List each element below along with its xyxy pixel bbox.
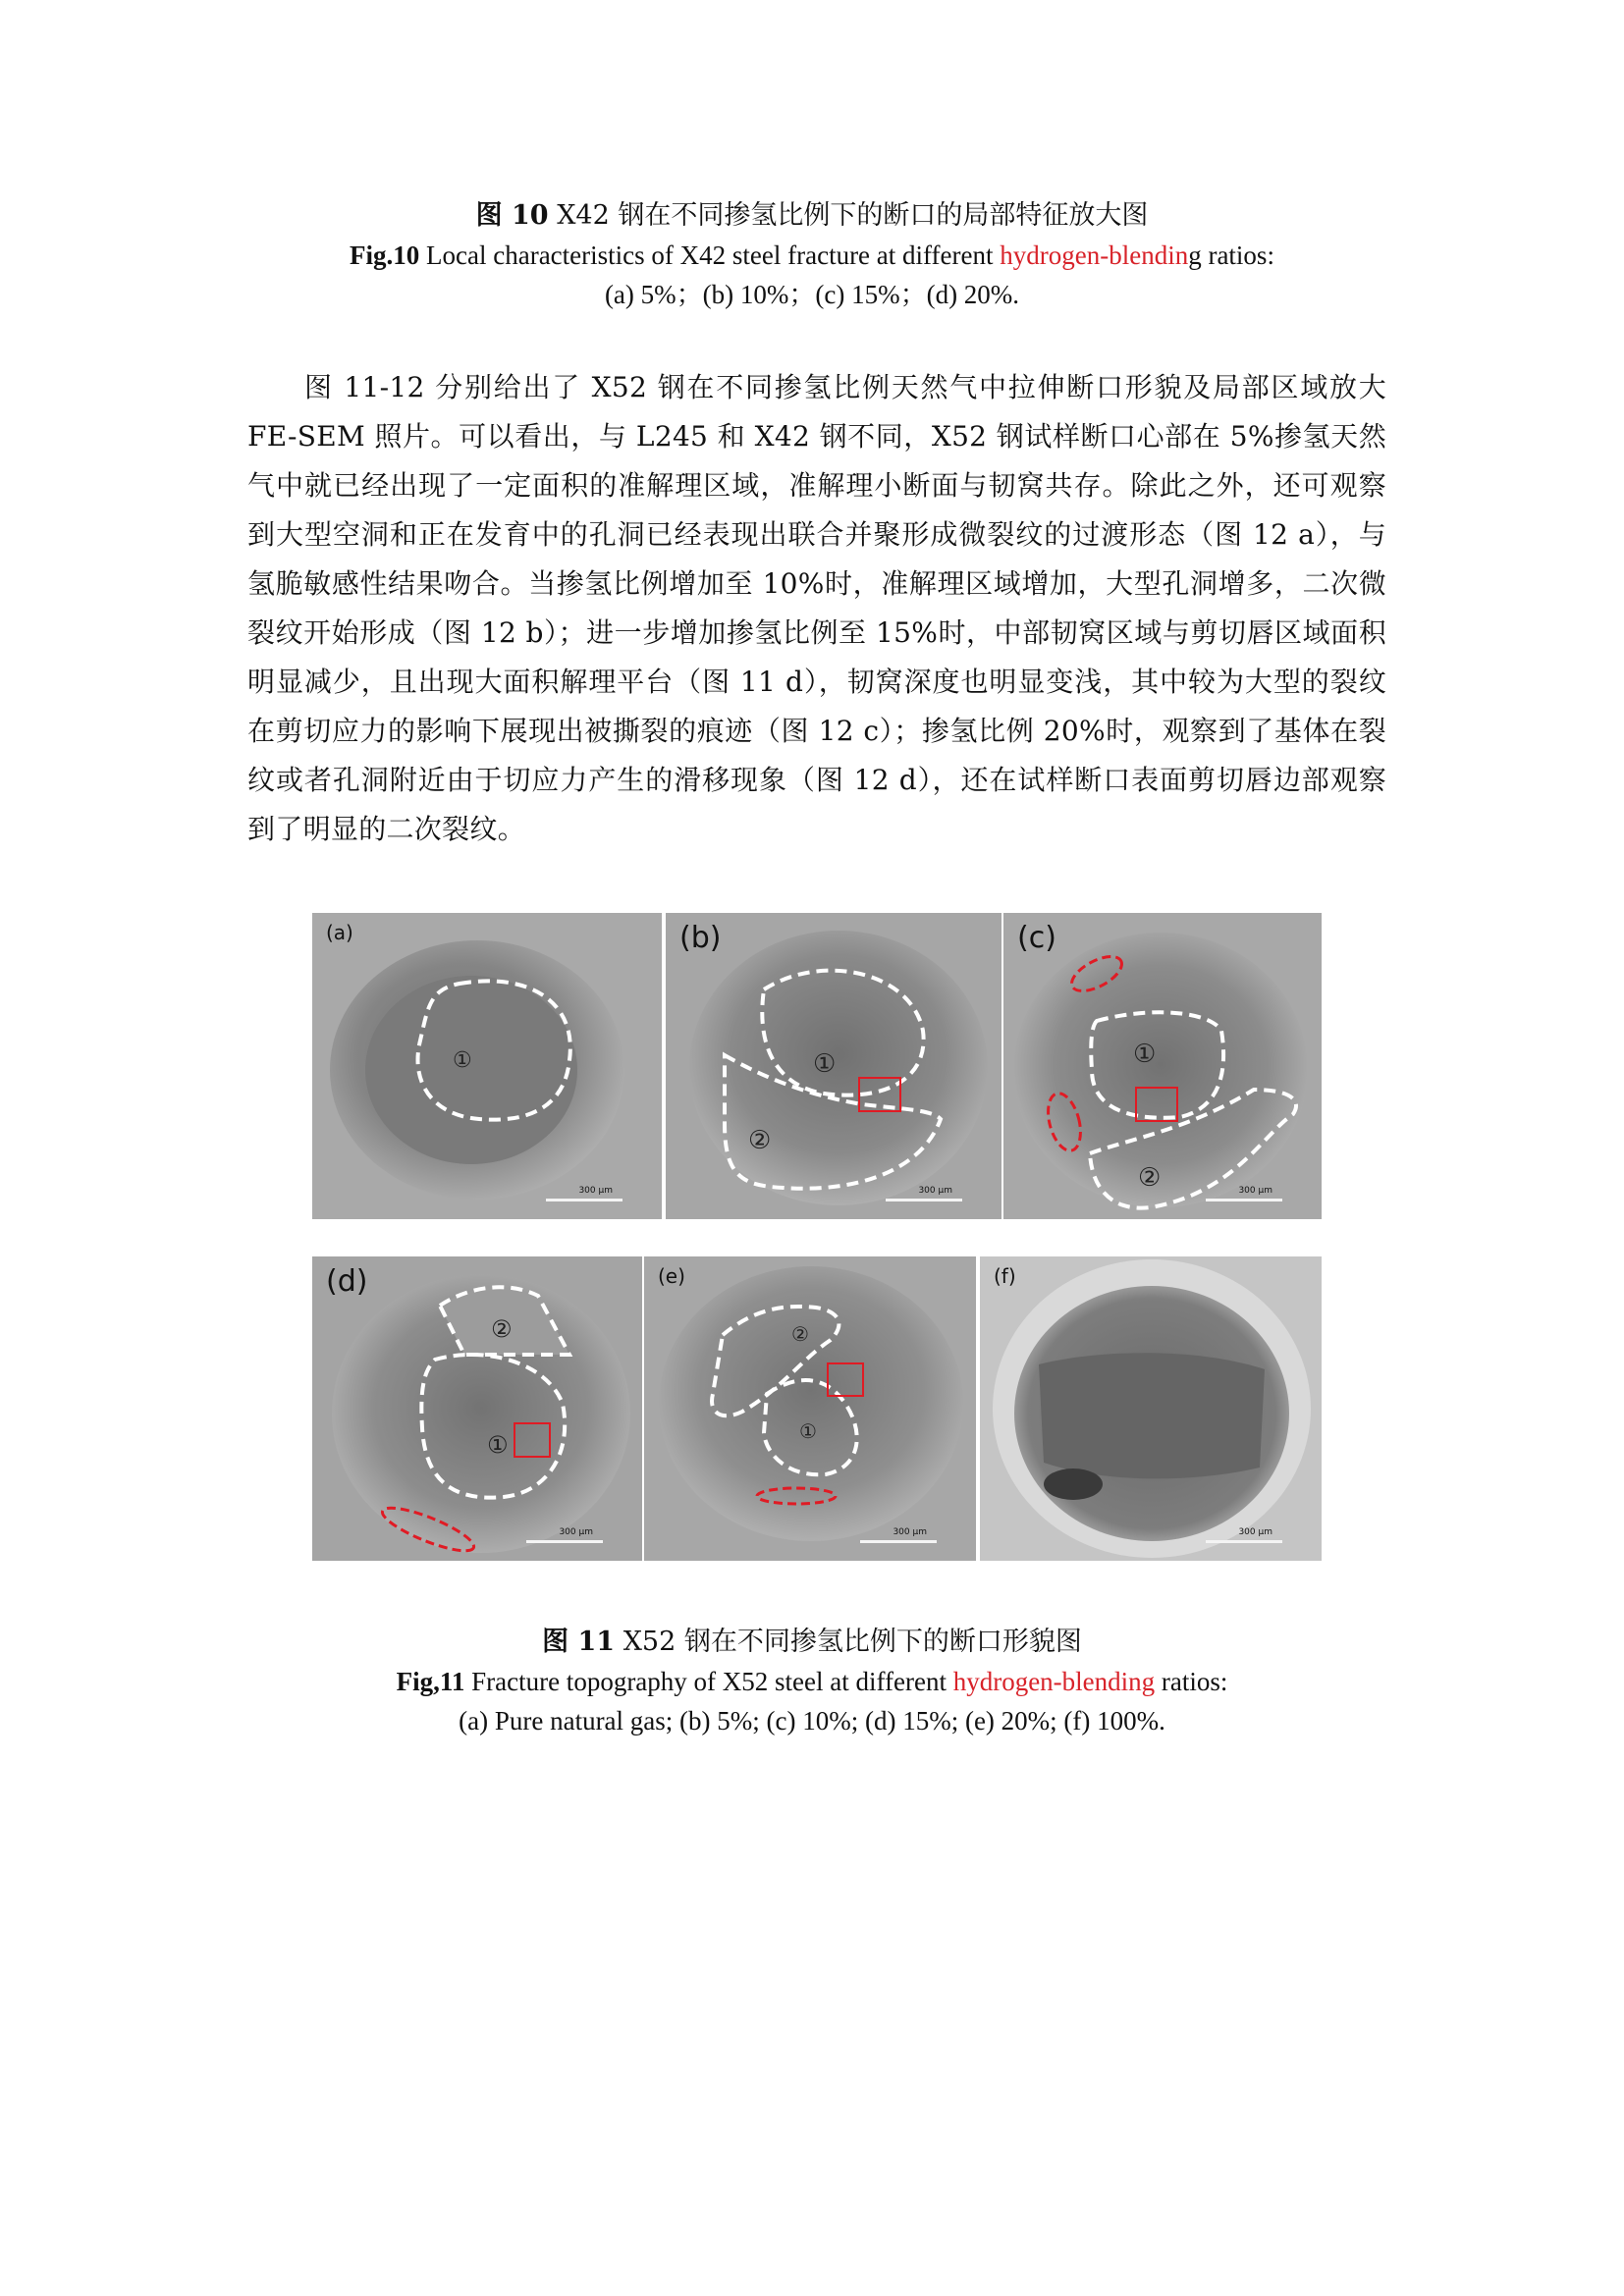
fig11-title-en-red: hydrogen-blending xyxy=(952,1667,1156,1696)
scale-bar xyxy=(1206,1540,1282,1543)
fig11-label-cn: 图 11 xyxy=(542,1627,616,1657)
fracture-image-c xyxy=(1003,913,1322,1219)
body-paragraph: 图 11-12 分别给出了 X52 钢在不同掺氢比例天然气中拉伸断口形貌及局部区域放大 FE-SEM 照片。可以看出，与 L245 和 X42 钢不同，X52 钢试样断口心部在 5%掺氢天然气中就已经出现了一定面积的准解理区域，准解理小断面与韧窝共存。除此之外，还可观察到大型空洞和正在发育中的孔洞已经表现出联合并聚形成微裂纹的过渡形态（图 12 a），与氢脆敏感性结果吻合。当掺氢比例增加至 10%时，准解理区域增加，大型孔洞增多，二次微裂纹开始形成（图 12 b）；进一步增加掺氢比例至 15%时，中部韧窝区域与剪切唇区域面积明显减少，且出现大面积解理平台（图 11 d），韧窝深度也明显变浅，其中较为大型的裂纹在剪切应力的影响下展现出被撕裂的痕迹（图 12 c）；掺氢比例 20%时，观察到了基体在裂纹或者孔洞附近由于切应力产生的滑移现象（图 12 d），还在试样断口表面剪切唇边部观察到了明显的二次裂纹。 xyxy=(247,371,1386,845)
fig10-label-en: Fig.10 xyxy=(350,240,420,270)
fracture-image-a xyxy=(312,913,662,1219)
fig11-label-en: Fig,11 xyxy=(396,1667,465,1696)
region-2-marker: ② xyxy=(491,1315,513,1343)
fracture-image-b xyxy=(666,913,1001,1219)
scale-bar xyxy=(860,1540,937,1543)
fig10-title-en-part1: Local characteristics of X42 steel fracture at different xyxy=(419,240,1001,270)
panel-e-label: (e) xyxy=(658,1264,685,1288)
figure11-panel-c xyxy=(1003,913,1322,1219)
fig11-caption-subpanels: (a) Pure natural gas; (b) 5%; (c) 10%; (d) 15%; (e) 20%; (f) 100%. xyxy=(459,1706,1165,1735)
panel-f-label: (f) xyxy=(994,1264,1016,1288)
fig10-label-cn: 图 10 xyxy=(475,200,549,231)
fig11-title-en-part1: Fracture topography of X52 steel at different xyxy=(464,1667,953,1696)
region-1-marker: ① xyxy=(453,1048,472,1073)
fig11-caption-en xyxy=(0,1662,1624,1701)
figure11-panel-d xyxy=(312,1256,642,1561)
scale-bar xyxy=(1206,1199,1282,1201)
figure11-panel-b xyxy=(666,913,1001,1219)
region-1-marker: ① xyxy=(487,1431,509,1459)
fracture-image-d xyxy=(312,1256,642,1561)
fig11-caption xyxy=(0,1623,1624,1740)
fig10-title-en-part2: g ratios: xyxy=(1188,240,1274,270)
figure11-panel-a xyxy=(312,913,662,1219)
fracture-image-f xyxy=(980,1256,1322,1561)
scale-bar-text: 300 μm xyxy=(578,1186,613,1196)
scale-bar xyxy=(526,1540,603,1543)
scale-bar xyxy=(546,1199,623,1201)
region-2-marker: ② xyxy=(748,1126,772,1155)
fig11-caption-cn xyxy=(0,1623,1624,1662)
scale-bar xyxy=(886,1199,962,1201)
fig10-title-cn: X42 钢在不同掺氢比例下的断口的局部特征放大图 xyxy=(548,200,1149,231)
figure11-panel-f xyxy=(980,1256,1322,1561)
scale-bar-text: 300 μm xyxy=(559,1527,593,1537)
region-2-marker: ② xyxy=(1138,1163,1162,1193)
fig10-title-en-red: hydrogen-blendin xyxy=(1000,240,1189,270)
fig11-title-en-part2: ratios: xyxy=(1155,1667,1228,1696)
panel-b-label: (b) xyxy=(679,921,722,955)
panel-a-label: (a) xyxy=(326,921,353,944)
panel-d-label: (d) xyxy=(326,1264,368,1299)
fig10-caption-cn xyxy=(0,196,1624,236)
fig10-caption xyxy=(0,196,1624,314)
region-1-marker: ① xyxy=(799,1419,817,1443)
fig11-title-cn: X52 钢在不同掺氢比例下的断口形貌图 xyxy=(615,1627,1082,1657)
fig10-caption-en xyxy=(0,236,1624,275)
scale-bar-text: 300 μm xyxy=(893,1527,927,1537)
region-1-marker: ① xyxy=(1133,1040,1157,1069)
fracture-image-e xyxy=(644,1256,976,1561)
figure11-panel-e xyxy=(644,1256,976,1561)
region-2-marker: ② xyxy=(791,1322,809,1346)
scale-bar-text: 300 μm xyxy=(918,1186,952,1196)
scale-bar-text: 300 μm xyxy=(1238,1527,1272,1537)
region-1-marker: ① xyxy=(813,1049,837,1079)
scale-bar-text: 300 μm xyxy=(1238,1186,1272,1196)
fig10-caption-subpanels: (a) 5%；(b) 10%；(c) 15%；(d) 20%. xyxy=(604,280,1020,309)
panel-c-label: (c) xyxy=(1017,921,1056,955)
